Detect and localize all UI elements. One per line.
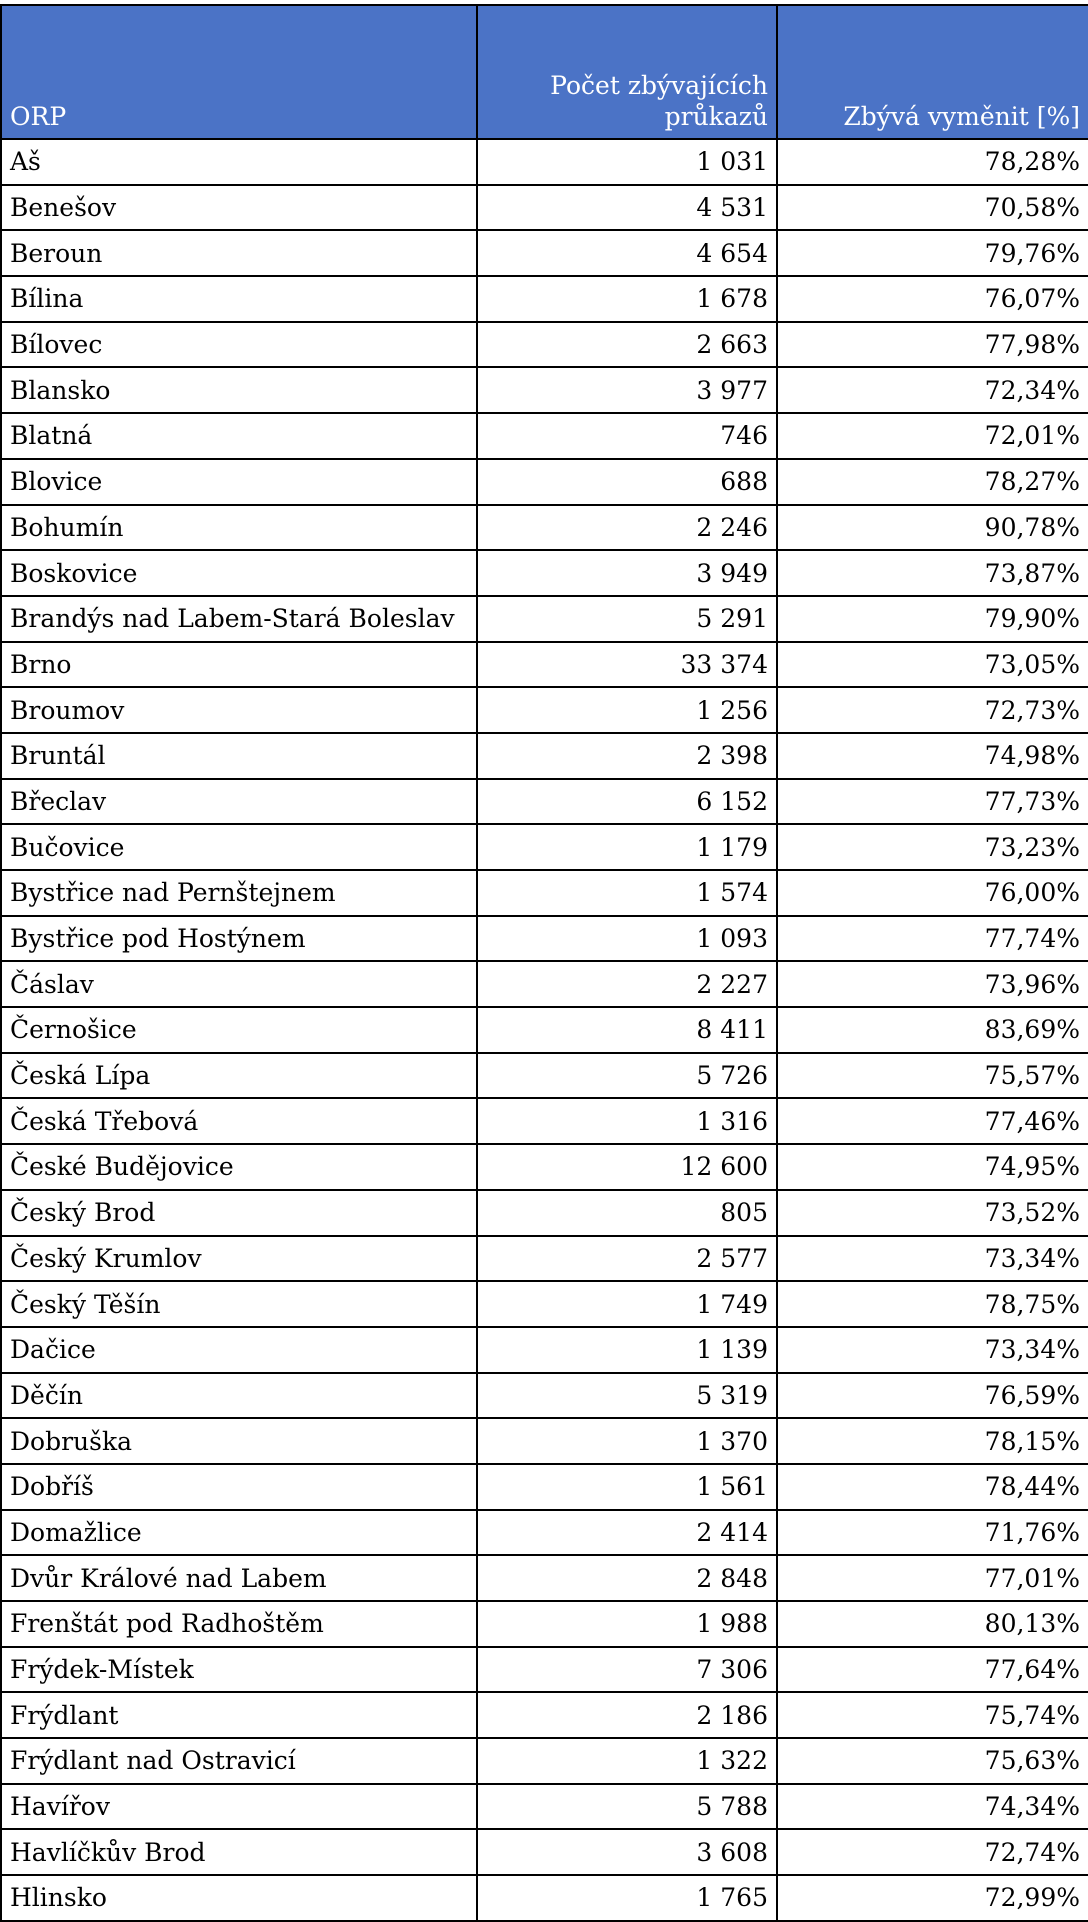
cell-count: 1 316 (477, 1098, 777, 1144)
cell-count: 1 179 (477, 824, 777, 870)
cell-remaining: 70,58% (777, 185, 1088, 231)
cell-count: 2 398 (477, 733, 777, 779)
cell-count: 8 411 (477, 1007, 777, 1053)
cell-remaining: 73,87% (777, 550, 1088, 596)
table-row (1, 1784, 1088, 1830)
cell-remaining: 78,27% (777, 459, 1088, 505)
cell-remaining: 83,69% (777, 1007, 1088, 1053)
table-row (1, 824, 1088, 870)
cell-count: 6 152 (477, 779, 777, 825)
cell-count: 2 414 (477, 1510, 777, 1556)
cell-count: 1 139 (477, 1327, 777, 1373)
cell-orp: Dobříš (1, 1464, 477, 1510)
table-row (1, 642, 1088, 688)
table-row (1, 1236, 1088, 1282)
table-row (1, 1464, 1088, 1510)
cell-orp: Bílovec (1, 322, 477, 368)
cell-remaining: 72,74% (777, 1829, 1088, 1875)
cell-remaining: 72,34% (777, 367, 1088, 413)
table-row (1, 1555, 1088, 1601)
table-row (1, 1647, 1088, 1693)
cell-orp: České Budějovice (1, 1144, 477, 1190)
cell-remaining: 76,07% (777, 276, 1088, 322)
cell-remaining: 73,96% (777, 961, 1088, 1007)
cell-count: 1 749 (477, 1281, 777, 1327)
cell-remaining: 72,73% (777, 687, 1088, 733)
cell-remaining: 77,46% (777, 1098, 1088, 1144)
table-row (1, 1738, 1088, 1784)
cell-orp: Český Brod (1, 1190, 477, 1236)
cell-orp: Havířov (1, 1784, 477, 1830)
cell-count: 1 322 (477, 1738, 777, 1784)
cell-orp: Frýdlant nad Ostravicí (1, 1738, 477, 1784)
cell-remaining: 78,75% (777, 1281, 1088, 1327)
cell-count: 1 574 (477, 870, 777, 916)
table-row (1, 413, 1088, 459)
orp-table (0, 4, 1088, 1922)
cell-count: 1 765 (477, 1875, 777, 1921)
cell-count: 2 848 (477, 1555, 777, 1601)
cell-orp: Bučovice (1, 824, 477, 870)
cell-remaining: 72,01% (777, 413, 1088, 459)
cell-count: 2 246 (477, 505, 777, 551)
table-row (1, 1144, 1088, 1190)
cell-remaining: 75,63% (777, 1738, 1088, 1784)
cell-orp: Břeclav (1, 779, 477, 825)
table-row (1, 1098, 1088, 1144)
cell-orp: Čáslav (1, 961, 477, 1007)
cell-remaining: 77,01% (777, 1555, 1088, 1601)
cell-orp: Brandýs nad Labem-Stará Boleslav (1, 596, 477, 642)
cell-remaining: 79,76% (777, 230, 1088, 276)
cell-count: 1 678 (477, 276, 777, 322)
cell-count: 2 186 (477, 1692, 777, 1738)
table-row (1, 230, 1088, 276)
cell-remaining: 73,23% (777, 824, 1088, 870)
cell-count: 3 608 (477, 1829, 777, 1875)
cell-orp: Bílina (1, 276, 477, 322)
cell-orp: Aš (1, 139, 477, 185)
cell-remaining: 79,90% (777, 596, 1088, 642)
table-row (1, 1418, 1088, 1464)
cell-count: 4 531 (477, 185, 777, 231)
cell-count: 746 (477, 413, 777, 459)
cell-remaining: 77,98% (777, 322, 1088, 368)
table-row (1, 687, 1088, 733)
cell-orp: Frenštát pod Radhoštěm (1, 1601, 477, 1647)
cell-remaining: 80,13% (777, 1601, 1088, 1647)
cell-remaining: 73,52% (777, 1190, 1088, 1236)
cell-orp: Dobruška (1, 1418, 477, 1464)
cell-orp: Dvůr Králové nad Labem (1, 1555, 477, 1601)
cell-count: 12 600 (477, 1144, 777, 1190)
table-row (1, 276, 1088, 322)
cell-orp: Česká Třebová (1, 1098, 477, 1144)
cell-orp: Děčín (1, 1373, 477, 1419)
cell-remaining: 78,15% (777, 1418, 1088, 1464)
header-remaining: Zbývá vyměnit [%] (777, 5, 1088, 139)
cell-orp: Frýdek-Místek (1, 1647, 477, 1693)
cell-count: 5 726 (477, 1053, 777, 1099)
cell-count: 5 319 (477, 1373, 777, 1419)
cell-remaining: 77,64% (777, 1647, 1088, 1693)
cell-orp: Hlinsko (1, 1875, 477, 1921)
cell-orp: Broumov (1, 687, 477, 733)
table-row (1, 459, 1088, 505)
table-row (1, 550, 1088, 596)
table-row (1, 1281, 1088, 1327)
cell-count: 1 031 (477, 139, 777, 185)
cell-orp: Bruntál (1, 733, 477, 779)
cell-orp: Dačice (1, 1327, 477, 1373)
cell-orp: Blansko (1, 367, 477, 413)
cell-orp: Český Krumlov (1, 1236, 477, 1282)
table-row (1, 961, 1088, 1007)
cell-count: 2 577 (477, 1236, 777, 1282)
cell-remaining: 73,34% (777, 1327, 1088, 1373)
table-row (1, 1601, 1088, 1647)
table-row (1, 1510, 1088, 1556)
table-row (1, 1373, 1088, 1419)
cell-orp: Černošice (1, 1007, 477, 1053)
table-row (1, 367, 1088, 413)
cell-orp: Frýdlant (1, 1692, 477, 1738)
cell-count: 1 093 (477, 916, 777, 962)
cell-remaining: 77,74% (777, 916, 1088, 962)
cell-remaining: 74,95% (777, 1144, 1088, 1190)
cell-count: 1 988 (477, 1601, 777, 1647)
table-header (1, 5, 1088, 139)
cell-count: 3 949 (477, 550, 777, 596)
cell-remaining: 77,73% (777, 779, 1088, 825)
table-row (1, 916, 1088, 962)
cell-count: 1 256 (477, 687, 777, 733)
cell-count: 805 (477, 1190, 777, 1236)
header-count: Počet zbývajících průkazů (477, 5, 777, 139)
cell-orp: Benešov (1, 185, 477, 231)
cell-count: 2 663 (477, 322, 777, 368)
cell-count: 5 788 (477, 1784, 777, 1830)
cell-remaining: 75,74% (777, 1692, 1088, 1738)
cell-remaining: 73,05% (777, 642, 1088, 688)
cell-remaining: 73,34% (777, 1236, 1088, 1282)
header-row (1, 5, 1088, 139)
cell-remaining: 90,78% (777, 505, 1088, 551)
cell-orp: Blovice (1, 459, 477, 505)
cell-orp: Bohumín (1, 505, 477, 551)
table-row (1, 322, 1088, 368)
cell-orp: Brno (1, 642, 477, 688)
cell-orp: Bystřice pod Hostýnem (1, 916, 477, 962)
table-row (1, 779, 1088, 825)
cell-count: 688 (477, 459, 777, 505)
cell-remaining: 72,99% (777, 1875, 1088, 1921)
table-row (1, 1692, 1088, 1738)
cell-count: 33 374 (477, 642, 777, 688)
cell-orp: Havlíčkův Brod (1, 1829, 477, 1875)
table-row (1, 1190, 1088, 1236)
cell-count: 1 561 (477, 1464, 777, 1510)
cell-count: 4 654 (477, 230, 777, 276)
cell-remaining: 74,34% (777, 1784, 1088, 1830)
cell-remaining: 78,28% (777, 139, 1088, 185)
cell-remaining: 75,57% (777, 1053, 1088, 1099)
table-row (1, 1829, 1088, 1875)
cell-orp: Blatná (1, 413, 477, 459)
table-row (1, 505, 1088, 551)
cell-remaining: 74,98% (777, 733, 1088, 779)
cell-orp: Bystřice nad Pernštejnem (1, 870, 477, 916)
table-row (1, 1327, 1088, 1373)
cell-orp: Domažlice (1, 1510, 477, 1556)
table-row (1, 1007, 1088, 1053)
cell-remaining: 76,59% (777, 1373, 1088, 1419)
table-row (1, 733, 1088, 779)
table-row (1, 596, 1088, 642)
table-row (1, 870, 1088, 916)
cell-count: 1 370 (477, 1418, 777, 1464)
cell-orp: Český Těšín (1, 1281, 477, 1327)
cell-remaining: 71,76% (777, 1510, 1088, 1556)
cell-count: 3 977 (477, 367, 777, 413)
cell-count: 7 306 (477, 1647, 777, 1693)
table-body (1, 139, 1088, 1921)
cell-count: 2 227 (477, 961, 777, 1007)
table-row (1, 185, 1088, 231)
table-row (1, 1875, 1088, 1921)
header-orp: ORP (1, 5, 477, 139)
cell-orp: Česká Lípa (1, 1053, 477, 1099)
cell-orp: Beroun (1, 230, 477, 276)
table-row (1, 139, 1088, 185)
cell-count: 5 291 (477, 596, 777, 642)
table-row (1, 1053, 1088, 1099)
cell-remaining: 76,00% (777, 870, 1088, 916)
cell-remaining: 78,44% (777, 1464, 1088, 1510)
cell-orp: Boskovice (1, 550, 477, 596)
